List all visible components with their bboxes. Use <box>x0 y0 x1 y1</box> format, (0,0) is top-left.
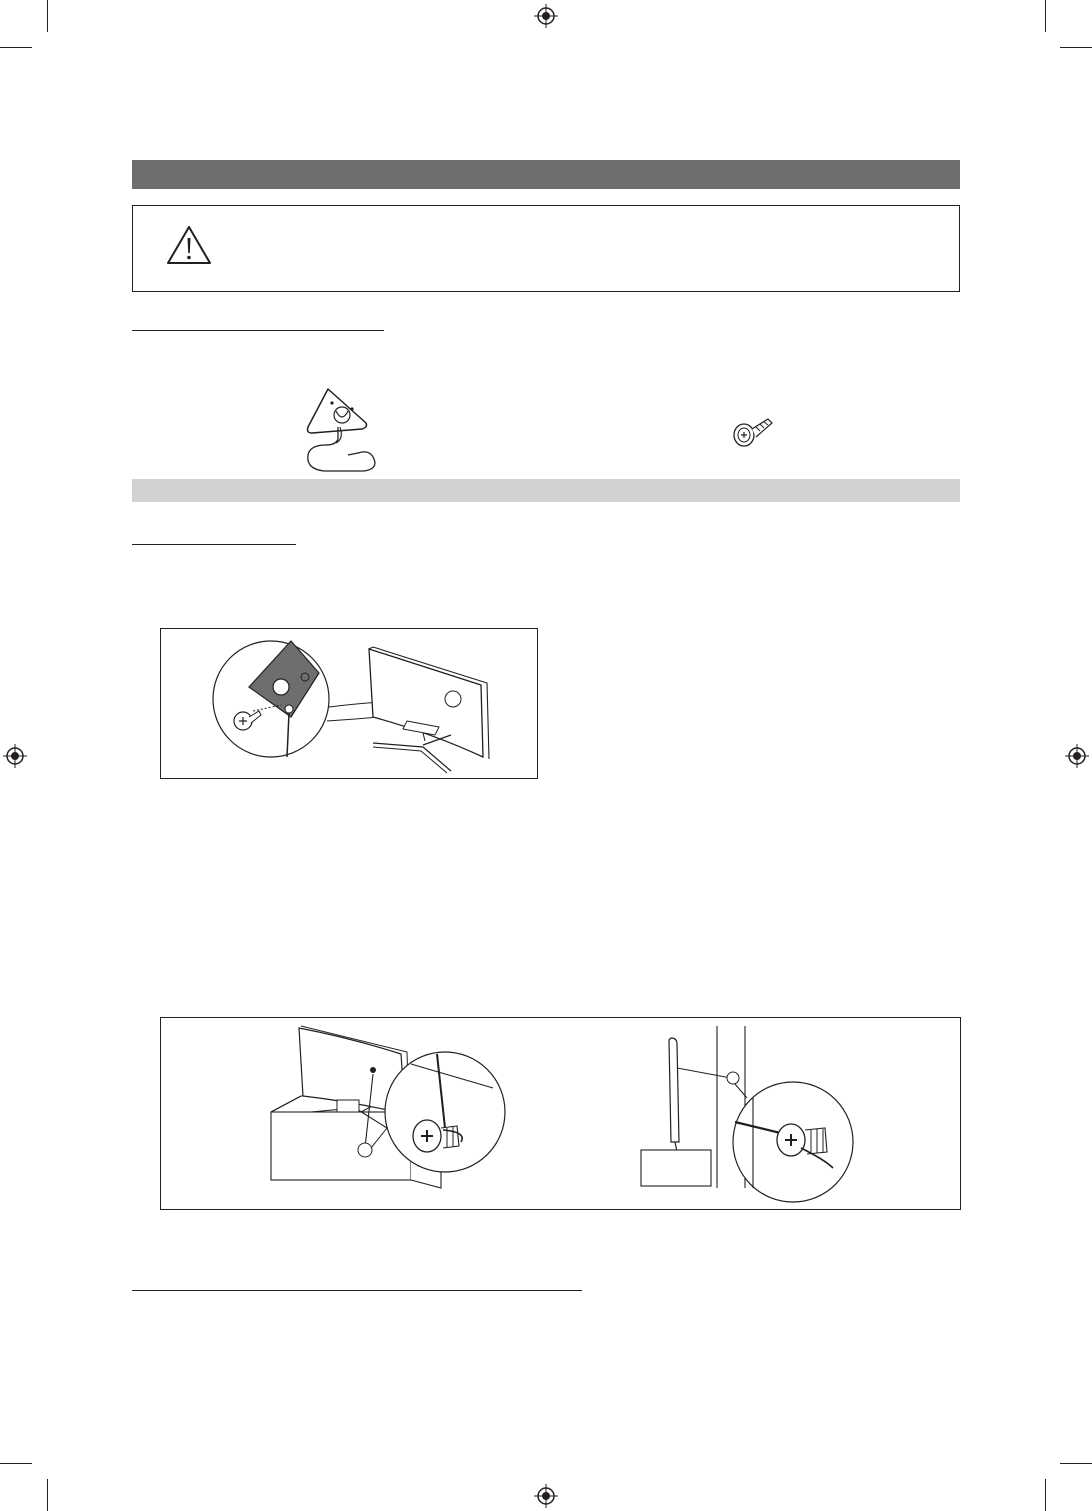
figure-bracket-attached-to-tv-back <box>160 628 538 779</box>
tv-on-furniture-cable-to-screw <box>271 1026 505 1188</box>
heading-underline <box>132 544 296 545</box>
section-header-bar <box>132 160 960 189</box>
registration-mark-icon <box>3 744 27 768</box>
crop-mark-bottom-left-v <box>47 1479 48 1511</box>
crop-mark-bottom-right-v <box>1045 1479 1046 1511</box>
tv-side-view-cable-to-wall-screw <box>641 1026 853 1202</box>
registration-mark-icon <box>1065 744 1089 768</box>
screw-icon <box>730 413 776 451</box>
heading-underline <box>132 1290 582 1291</box>
crop-mark-top-right-v <box>1045 0 1046 32</box>
registration-mark-icon <box>534 1484 558 1508</box>
registration-mark-icon <box>534 4 558 28</box>
caution-box <box>132 205 960 292</box>
heading-underline <box>132 330 384 331</box>
crop-mark-top-right-h <box>1060 47 1092 48</box>
crop-mark-bottom-left-h <box>0 1463 32 1464</box>
figure-secure-tv-to-wall <box>160 1017 961 1210</box>
crop-mark-bottom-right-h <box>1060 1463 1092 1464</box>
wall-mount-bracket-with-cable-icon <box>298 383 388 475</box>
subsection-header-bar <box>132 479 960 502</box>
crop-mark-top-left-h <box>0 47 32 48</box>
crop-mark-top-left-v <box>47 0 48 32</box>
warning-triangle-icon <box>165 224 213 266</box>
